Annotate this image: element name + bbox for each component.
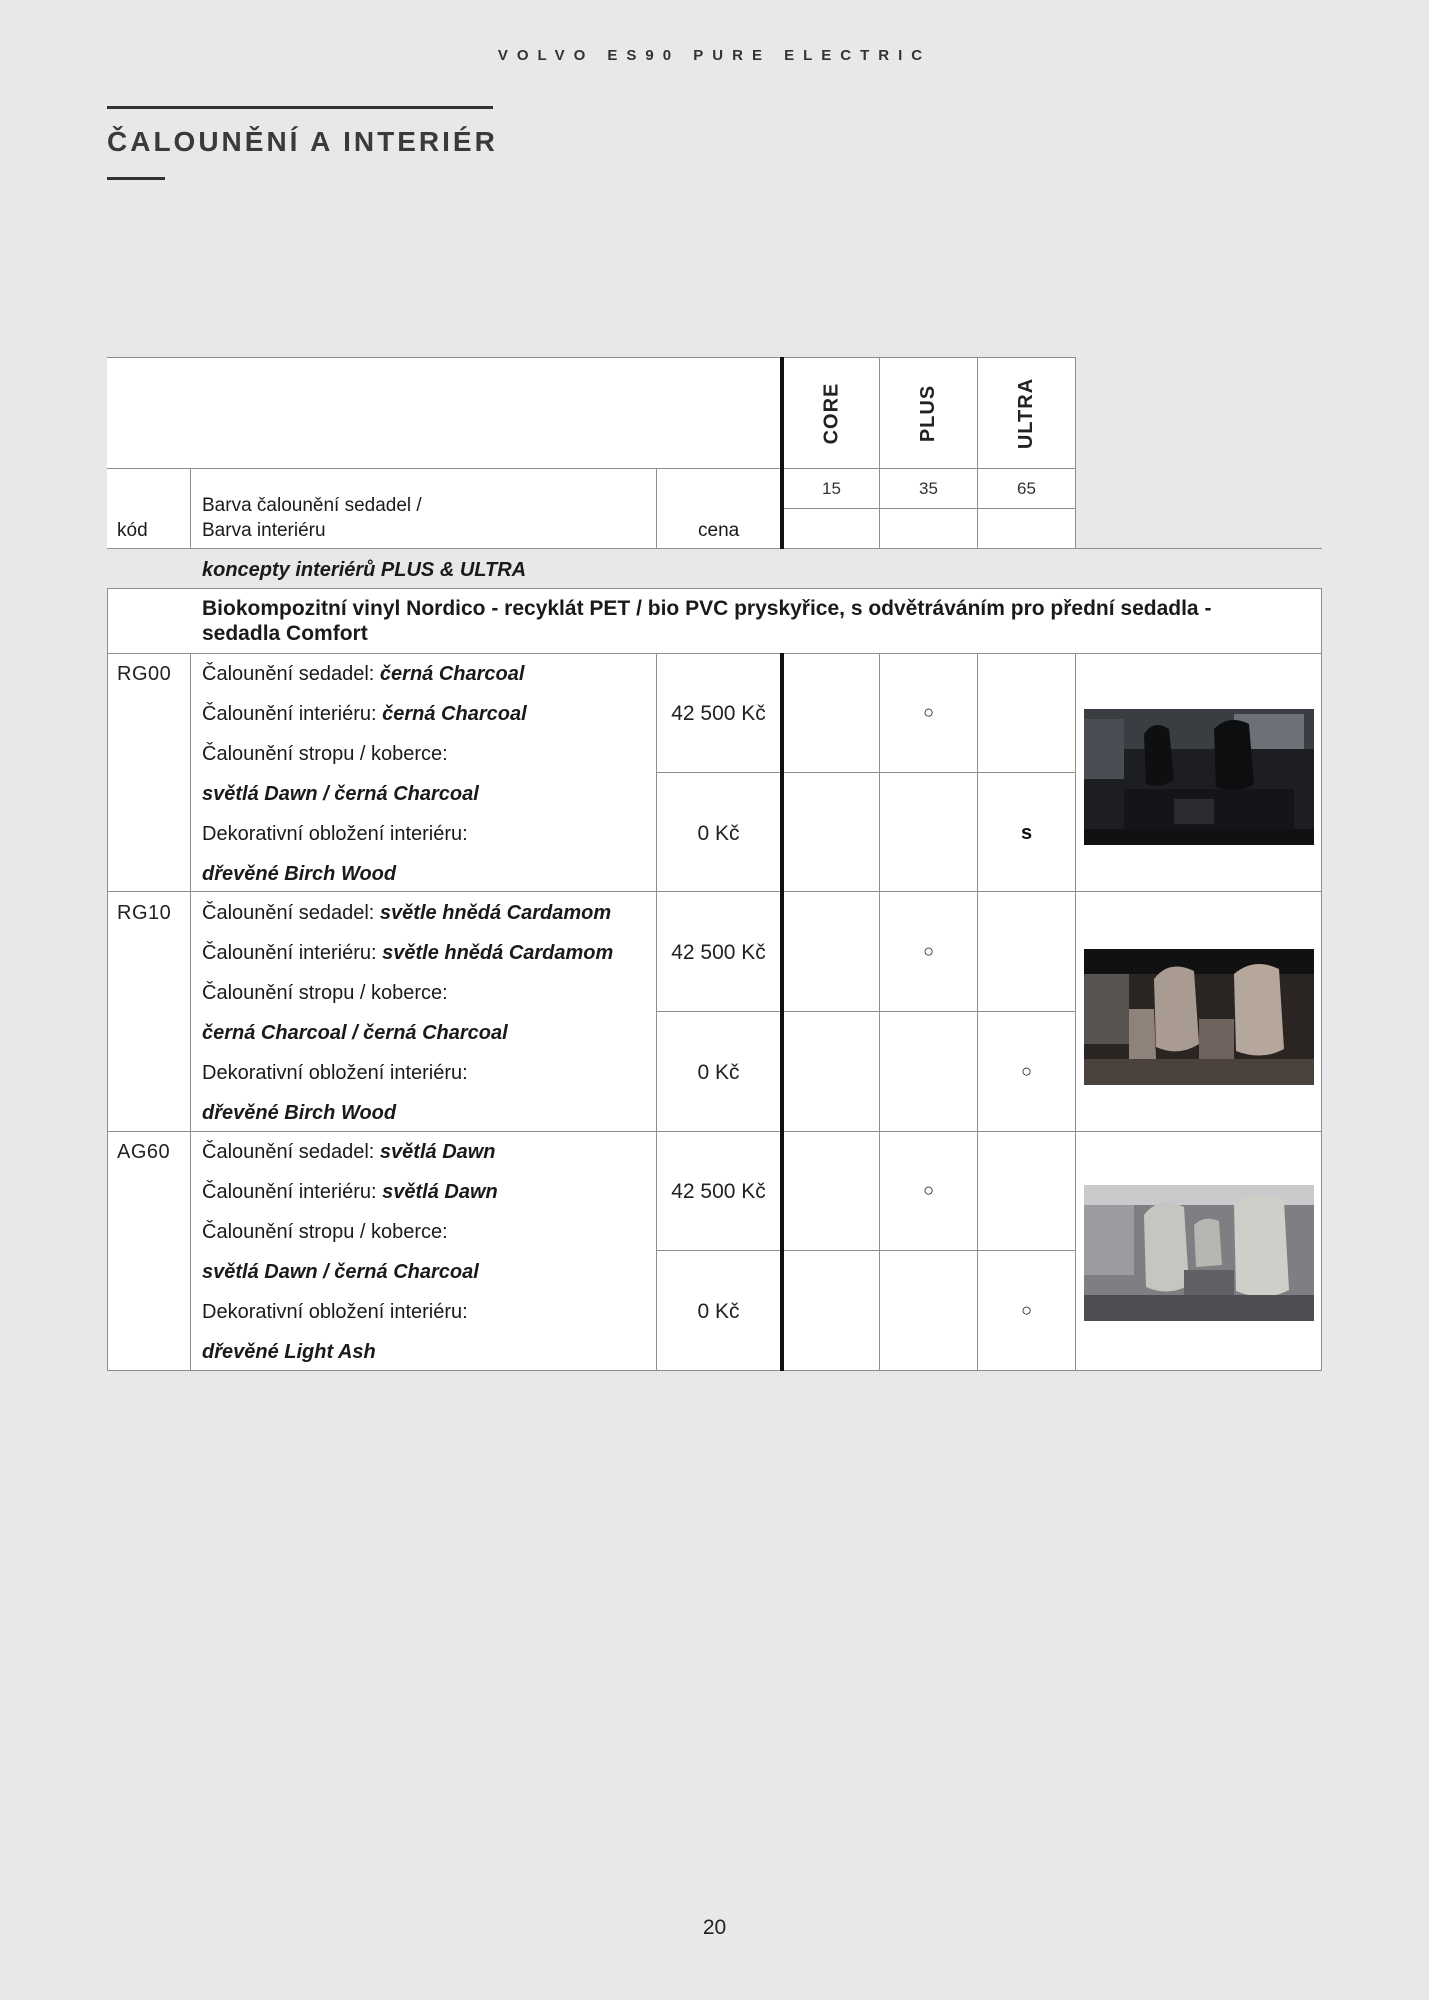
col-header-core: CORE	[819, 382, 842, 445]
v-line	[879, 653, 880, 1371]
h-line	[107, 1370, 1322, 1371]
page-number: 20	[702, 1916, 727, 1939]
row-line: černá Charcoal / černá Charcoal	[202, 1022, 508, 1044]
row-line: Čalounění sedadel: černá Charcoal	[202, 663, 525, 685]
col-code-ultra: 65	[1017, 479, 1036, 498]
row-line: Čalounění interiéru: světle hnědá Cardamom	[202, 942, 614, 964]
light-dawn-interior-photo	[1084, 1185, 1314, 1321]
row-line: světlá Dawn / černá Charcoal	[202, 1261, 479, 1283]
v-line	[977, 653, 978, 1371]
h-line	[780, 508, 1076, 509]
v-line	[1321, 588, 1322, 1371]
h-line	[107, 653, 1322, 654]
v-line	[190, 468, 191, 548]
standard-mark-ultra: s	[1020, 822, 1033, 844]
dark-charcoal-interior-photo	[1084, 709, 1314, 845]
material-line1: Biokompozitní vinyl Nordico - recyklát PET / bio PVC pryskyřice, s odvětráváním pro přední sedadla -	[202, 597, 1212, 620]
v-line	[1075, 653, 1076, 1371]
row-code: RG10	[117, 902, 172, 924]
price-standard: 0 Kč	[697, 1300, 740, 1323]
price-option: 42 500 Kč	[671, 941, 766, 964]
option-mark-plus: ○	[923, 702, 934, 722]
title-rule-bottom	[107, 177, 165, 180]
row-line: dřevěné Light Ash	[202, 1341, 376, 1363]
row-code: AG60	[117, 1141, 171, 1163]
col-code-plus: 35	[919, 479, 938, 498]
price-standard: 0 Kč	[697, 1061, 740, 1084]
row-line: Dekorativní obložení interiéru:	[202, 1301, 468, 1323]
row-line: Čalounění sedadel: světlá Dawn	[202, 1141, 496, 1163]
row-line: světlá Dawn / černá Charcoal	[202, 783, 479, 805]
v-line	[1075, 357, 1076, 549]
row-line: Čalounění interiéru: černá Charcoal	[202, 703, 527, 725]
brand-header: VOLVO ES90 PURE ELECTRIC	[497, 47, 932, 64]
title-rule-top	[107, 106, 493, 109]
cardamom-interior-photo	[1084, 949, 1314, 1085]
h-line	[107, 468, 1076, 469]
option-mark-ultra: ○	[1021, 1061, 1032, 1081]
v-line	[656, 653, 657, 1371]
option-mark-plus: ○	[923, 941, 934, 961]
header-code: kód	[117, 520, 148, 541]
row-line: dřevěné Birch Wood	[202, 863, 397, 885]
header-desc-line2: Barva interiéru	[202, 520, 326, 541]
option-mark-plus: ○	[923, 1180, 934, 1200]
row-line: Čalounění stropu / koberce:	[202, 1221, 448, 1243]
h-line	[107, 588, 1322, 589]
price-option: 42 500 Kč	[671, 1180, 766, 1203]
row-line: Čalounění stropu / koberce:	[202, 743, 448, 765]
v-line	[656, 468, 657, 548]
page-title: ČALOUNĚNÍ A INTERIÉR	[107, 126, 498, 157]
row-line: Dekorativní obložení interiéru:	[202, 1062, 468, 1084]
option-mark-ultra: ○	[1021, 1300, 1032, 1320]
price-option: 42 500 Kč	[671, 702, 766, 725]
row-line: Čalounění stropu / koberce:	[202, 982, 448, 1004]
concept-label: koncepty interiérů PLUS & ULTRA	[202, 559, 527, 581]
h-line	[107, 891, 1322, 892]
h-line	[656, 772, 1076, 773]
v-line	[107, 588, 108, 1371]
header-desc-line1: Barva čalounění sedadel /	[202, 495, 422, 516]
price-standard: 0 Kč	[697, 822, 740, 845]
material-line2: sedadla Comfort	[202, 622, 368, 645]
h-line	[107, 1131, 1322, 1132]
row-line: Čalounění interiéru: světlá Dawn	[202, 1181, 498, 1203]
row-line: dřevěné Birch Wood	[202, 1102, 397, 1124]
header-price: cena	[698, 520, 740, 541]
h-line	[656, 1011, 1076, 1012]
row-code: RG00	[117, 663, 172, 685]
row-line: Čalounění sedadel: světle hnědá Cardamom	[202, 902, 612, 924]
col-header-plus: PLUS	[917, 384, 939, 443]
thick-divider	[780, 653, 784, 1371]
h-line	[656, 1250, 1076, 1251]
col-header-ultra: ULTRA	[1015, 377, 1037, 450]
h-line	[107, 548, 1322, 549]
h-line	[107, 357, 1076, 358]
col-code-core: 15	[822, 479, 841, 498]
v-line	[190, 653, 191, 1371]
row-line: Dekorativní obložení interiéru:	[202, 823, 468, 845]
